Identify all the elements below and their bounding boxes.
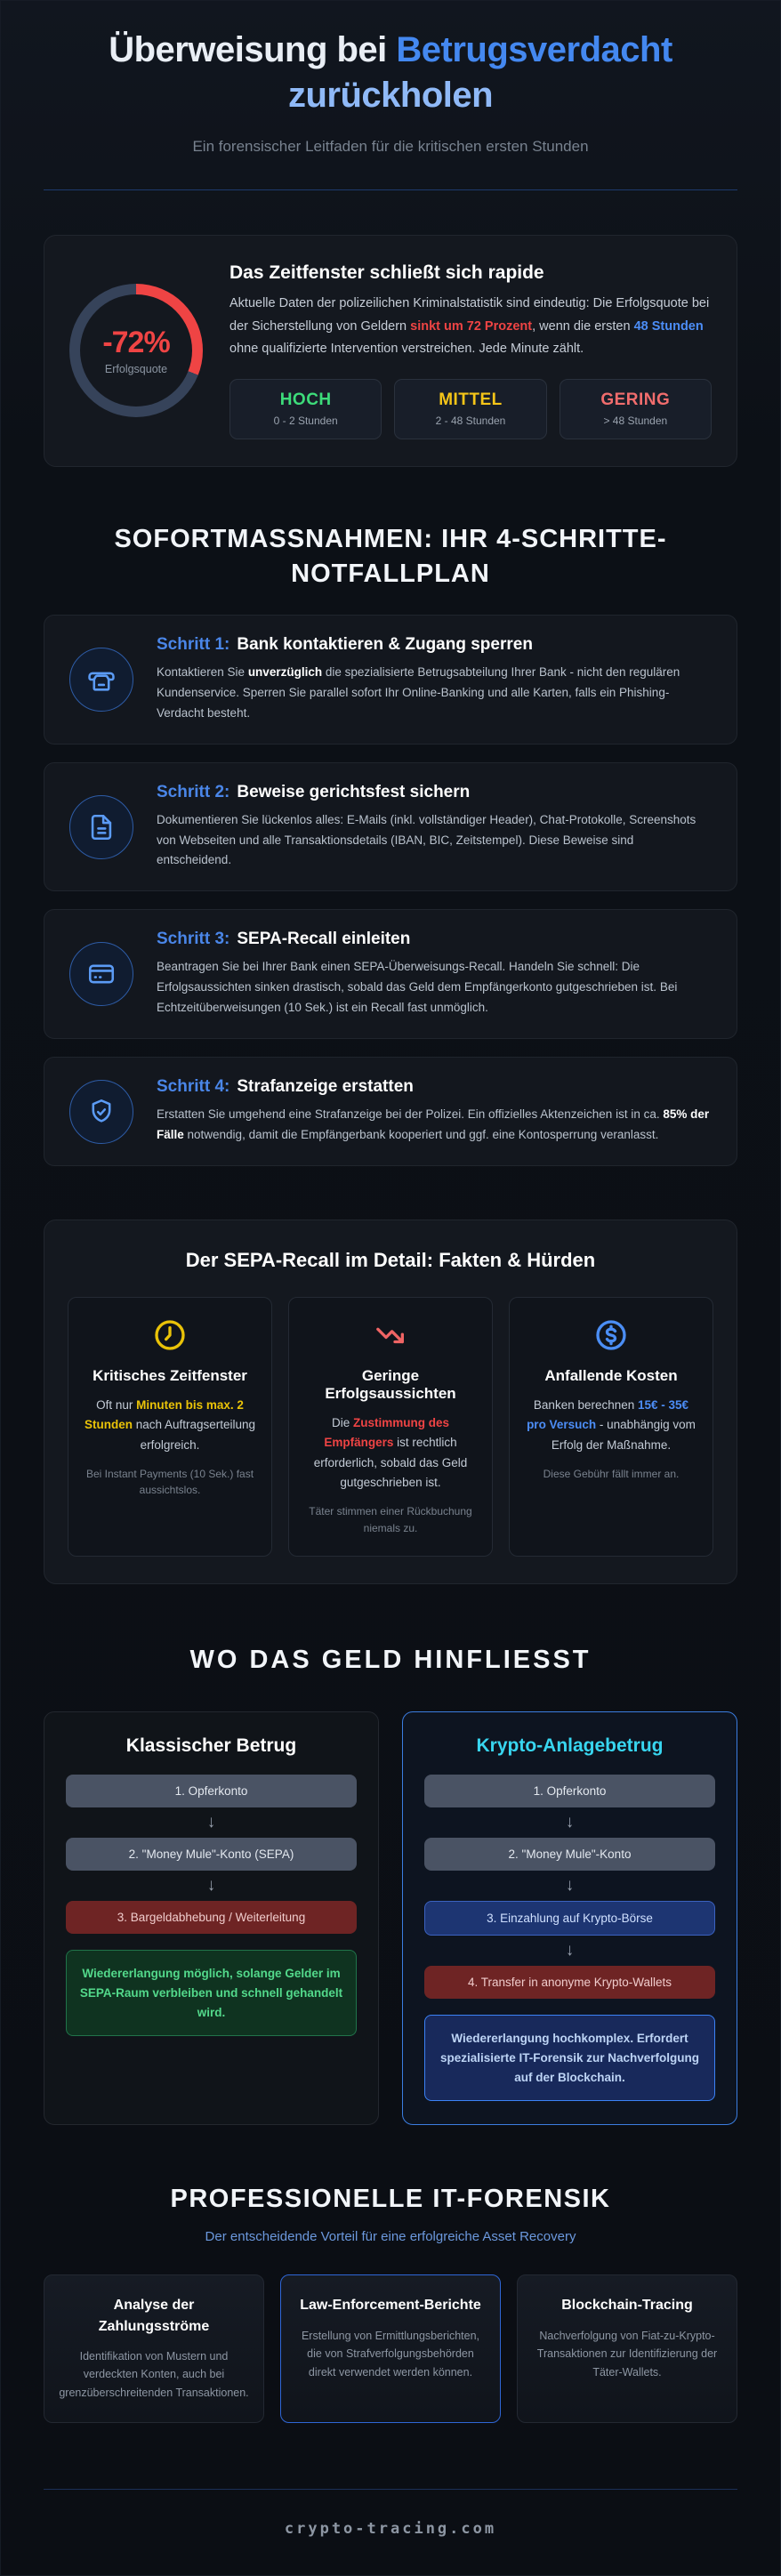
step-heading	[157, 635, 712, 655]
zeitfenster-heading: Das Zeitfenster schließt sich rapide	[229, 262, 544, 284]
fact-body: Banken berechnen 15€ - 35€ pro Versuch - unabhängig vom Erfolg der Maßnahme.	[527, 1398, 696, 1452]
fact-card-row	[68, 1297, 713, 1557]
badge-check-icon	[69, 1080, 133, 1144]
step-heading	[157, 1077, 712, 1097]
fact-note: Bei Instant Payments (10 Sek.) fast aussichtslos.	[85, 1467, 254, 1497]
step-content	[157, 783, 712, 872]
flow-step-box: 1. Opferkonto	[66, 1775, 357, 1807]
header-divider	[44, 189, 737, 190]
step-number-label: Schritt 2:	[157, 782, 230, 801]
page-header	[44, 28, 737, 190]
step-description: Erstatten Sie umgehend eine Strafanzeige bei der Polizei. Ein offizielles Aktenzeichen ist in ca. 85% der Fälle notwendig, damit die Empfängerbank kooperiert und ggf. eine Kontosperrung veranlasst.	[157, 1107, 710, 1142]
step-heading	[157, 930, 712, 949]
fact-title: Kritisches Zeitfenster	[93, 1367, 247, 1385]
step-card-2	[44, 762, 737, 892]
flow-step-box: 2. "Money Mule"-Konto (SEPA)	[66, 1838, 357, 1871]
forensik-card-title: Blockchain-Tracing	[561, 2298, 693, 2314]
forensik-card-body: Nachverfolgung von Fiat-zu-Krypto-Transaktionen zur Identifizierung der Täter-Wallets.	[536, 2329, 718, 2379]
time-level-mittel	[394, 379, 546, 439]
flow-step-box: 4. Transfer in anonyme Krypto-Wallets	[424, 1966, 715, 1999]
circle-dollar-icon	[524, 1317, 698, 1353]
flow-title: Klassischer Betrug	[125, 1735, 297, 1757]
flow-step-box: 2. "Money Mule"-Konto	[424, 1838, 715, 1871]
forensik-card-zahlungsstroeme	[44, 2274, 264, 2422]
flow-card-klassischer-betrug	[44, 1711, 379, 2125]
time-level-gering	[560, 379, 712, 439]
step-content	[157, 635, 712, 724]
clock-icon	[83, 1317, 257, 1353]
step-description: Kontaktieren Sie unverzüglich die spezialisierte Betrugsabteilung Ihrer Bank - nicht den regulären Kundenservice. Sperren Sie parallel sofort Ihr Online-Banking und alle Karten, falls ein Phishing-Verdacht besteht.	[157, 664, 680, 720]
fact-body: Oft nur Minuten bis max. 2 Stunden nach Auftragserteilung erfolgreich.	[84, 1398, 256, 1452]
fact-title: Anfallende Kosten	[544, 1367, 678, 1385]
forensik-subheading: Der entscheidende Vorteil für eine erfolgreiche Asset Recovery	[205, 2229, 576, 2245]
forensik-card-law-enforcement	[280, 2274, 501, 2422]
trending-down-icon	[303, 1317, 478, 1353]
time-level-hoch	[229, 379, 382, 439]
flows-section-heading: WO DAS GELD HINFLIESST	[189, 1646, 592, 1675]
step-content	[157, 930, 712, 1018]
fact-title: Geringe Erfolgsaussichten	[325, 1367, 456, 1403]
fact-body: Die Zustimmung des Empfängers ist rechtlich erforderlich, sobald das Geld gutgeschrieben ist.	[313, 1416, 468, 1489]
arrow-down-icon: ↓	[206, 1876, 216, 1896]
phone-icon	[69, 648, 133, 712]
fact-card-erfolgsaussichten	[288, 1297, 493, 1557]
forensik-card-title: Law-Enforcement-Berichte	[300, 2298, 481, 2314]
time-level-row	[229, 379, 712, 439]
arrow-down-icon: ↓	[565, 1941, 575, 1960]
fact-card-zeitfenster	[68, 1297, 272, 1557]
time-level-label: GERING	[600, 390, 671, 409]
forensik-card-title: Analyse der Zahlungsströme	[98, 2298, 210, 2334]
donut-center	[80, 294, 192, 407]
credit-card-icon	[69, 942, 133, 1006]
step-description: Beantragen Sie bei Ihrer Bank einen SEPA-Überweisungs-Recall. Handeln Sie schnell: Die Erfolgsaussichten sinken drastisch, sobald das Geld dem Empfängerkonto gutgeschrieben ist. Bei Echtzeitüberweisungen (10 Sek.) ist ein Recall fast unmöglich.	[157, 960, 678, 1015]
footer-domain: crypto-tracing.com	[284, 2519, 497, 2538]
step-number-label: Schritt 4:	[157, 1077, 230, 1097]
forensik-card-body: Identifikation von Mustern und verdeckten Konten, auch bei grenzüberschreitenden Transaktionen.	[59, 2349, 249, 2400]
sepa-heading: Der SEPA-Recall im Detail: Fakten & Hürden	[185, 1249, 596, 1272]
sepa-recall-card	[44, 1220, 737, 1584]
forensik-section-heading: PROFESSIONELLE IT-FORENSIK	[170, 2185, 611, 2214]
flow-card-krypto-anlagebetrug	[402, 1711, 737, 2125]
time-level-range: 2 - 48 Stunden	[435, 414, 506, 427]
step-card-1	[44, 615, 737, 745]
success-rate-donut-chart	[69, 284, 203, 417]
flow-step-box: 1. Opferkonto	[424, 1775, 715, 1807]
step-content	[157, 1077, 712, 1146]
step-number-label: Schritt 1:	[157, 634, 230, 654]
step-card-4	[44, 1057, 737, 1166]
step-title: SEPA-Recall einleiten	[237, 930, 411, 949]
donut-value: -72%	[102, 326, 170, 360]
forensik-card-row	[44, 2274, 737, 2422]
step-title: Bank kontaktieren & Zugang sperren	[237, 634, 533, 654]
flow-outcome-note: Wiedererlangung hochkomplex. Erfordert spezialisierte IT-Forensik zur Nachverfolgung auf der Blockchain.	[424, 2015, 715, 2101]
page-title	[44, 28, 737, 118]
step-title: Beweise gerichtsfest sichern	[237, 782, 471, 801]
arrow-down-icon: ↓	[565, 1813, 575, 1832]
time-level-range: 0 - 2 Stunden	[273, 414, 338, 427]
steps-section-heading: SOFORTMASSNAHMEN: IHR 4-SCHRITTE-NOTFALLPLAN	[114, 524, 667, 588]
step-heading	[157, 783, 712, 802]
flow-step-box: 3. Einzahlung auf Krypto-Börse	[424, 1901, 715, 1936]
step-title: Strafanzeige erstatten	[237, 1077, 414, 1097]
money-flow-diagrams	[44, 1711, 737, 2125]
page-title-part1: Überweisung bei	[109, 30, 397, 69]
time-level-label: HOCH	[279, 390, 332, 409]
zeitfenster-card	[44, 235, 737, 466]
flow-outcome-note: Wiedererlangung möglich, solange Gelder im SEPA-Raum verbleiben und schnell gehandelt wird.	[66, 1950, 357, 2036]
donut-caption: Erfolgsquote	[104, 363, 168, 376]
time-level-range: > 48 Stunden	[603, 414, 668, 427]
page-subtitle: Ein forensischer Leitfaden für die kritischen ersten Stunden	[192, 138, 589, 156]
steps-list	[44, 615, 737, 1166]
page-title-part2: Betrugsverdacht	[396, 30, 672, 69]
document-icon	[69, 795, 133, 859]
page-title-part3: zurückholen	[287, 76, 494, 116]
page-footer	[44, 2489, 737, 2575]
fact-card-kosten	[509, 1297, 713, 1557]
step-number-label: Schritt 3:	[157, 930, 230, 949]
flow-step-box: 3. Bargeldabhebung / Weiterleitung	[66, 1901, 357, 1934]
step-description: Dokumentieren Sie lückenlos alles: E-Mails (inkl. vollständiger Header), Chat-Protokolle, Screenshots von Webseiten und alle Transaktionsdetails (IBAN, BIC, Zeitstempel). Diese Beweise sind entscheidend.	[157, 812, 696, 867]
zeitfenster-paragraph: Aktuelle Daten der polizeilichen Kriminalstatistik sind eindeutig: Die Erfolgsquote bei der Sicherstellung von Geldern sinkt um 72 Prozent, wenn die ersten 48 Stunden ohne qualifizierte Intervention verstreichen. Jede Minute zählt.	[229, 296, 710, 357]
fact-note: Diese Gebühr fällt immer an.	[543, 1467, 680, 1480]
forensik-card-blockchain-tracing	[517, 2274, 737, 2422]
fact-note: Täter stimmen einer Rückbuchung niemals zu.	[309, 1505, 472, 1534]
step-card-3	[44, 909, 737, 1039]
flow-title: Krypto-Anlagebetrug	[476, 1735, 664, 1757]
arrow-down-icon: ↓	[565, 1876, 575, 1896]
arrow-down-icon: ↓	[206, 1813, 216, 1832]
zeitfenster-content	[229, 262, 712, 439]
time-level-label: MITTEL	[439, 390, 503, 409]
forensik-card-body: Erstellung von Ermittlungsberichten, die von Strafverfolgungsbehörden direkt verwendet werden können.	[301, 2329, 480, 2379]
